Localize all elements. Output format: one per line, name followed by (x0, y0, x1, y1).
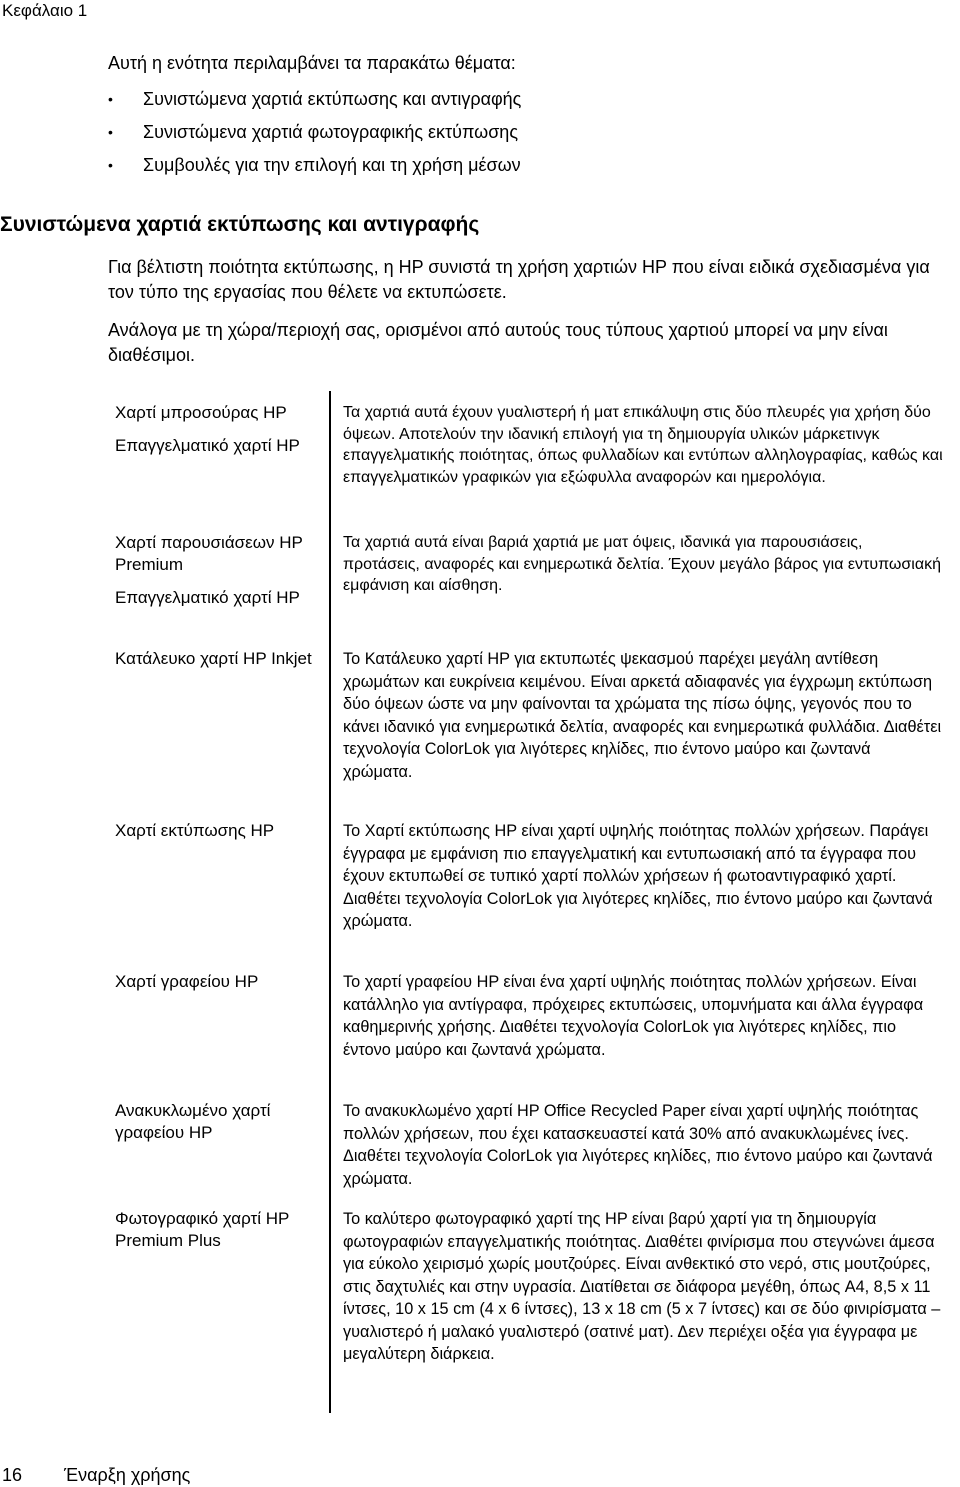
paper-description: Το Χαρτί εκτύπωσης HP είναι χαρτί υψηλής ποιότητας πολλών χρήσεων. Παράγει έγγραφα με εμφάνιση πιο επαγγελματική και εντυπωσιακή από τα έγγραφα που έχουν εκτυπωθεί σε τυπικό χαρτί πολλών χρήσεων ή φωτοαντιγραφικό χαρτί. Διαθέτει τεχνολογία ColorLok για λιγότερες κηλίδες, πιο έντονο μαύρο και ζωντανά χρώματα. (343, 822, 933, 930)
page-footer (2, 1464, 190, 1486)
paper-name-cell (115, 402, 325, 468)
paper-table (108, 391, 960, 1413)
footer-section: Έναρξη χρήσης (64, 1465, 191, 1485)
bullet-icon: • (108, 91, 113, 107)
table-divider (329, 391, 331, 1413)
paper-name: Επαγγελματικό χαρτί HP (115, 588, 300, 607)
paper-name: Κατάλευκο χαρτί HP Inkjet (115, 649, 312, 668)
bullet-icon: • (108, 124, 113, 140)
paper-description: Το Κατάλευκο χαρτί HP για εκτυπωτές ψεκασμού παρέχει μεγάλη αντίθεση χρωμάτων και ευκρίνεια κειμένου. Είναι αρκετά αδιαφανές για έγχρωμη εκτύπωση δύο όψεων ώστε να μην φαίνονται τα χρώματα της πίσω όψης, γεγονός που το κάνει ιδανικό για ενημερωτικά δελτία, αναφορές και ενημερωτικά φυλλάδια. Διαθέτει τεχνολογία ColorLok για λιγότερες κηλίδες, πιο έντονο μαύρο και ζωντανά χρώματα. (343, 650, 942, 781)
topic-link[interactable] (108, 154, 521, 187)
topic-list (108, 88, 521, 187)
paper-description: Το χαρτί γραφείου HP είναι ένα χαρτί υψηλής ποιότητας πολλών χρήσεων. Είναι κατάλληλο για αντίγραφα, πρόχειρες εκτυπώσεις, υπομνήματα και άλλα έγγραφα καθημερινής χρήσης. Διαθέτει τεχνολογία ColorLok για λιγότερες κηλίδες, πιο έντονο μαύρο και ζωντανά χρώματα. (343, 973, 924, 1059)
paper-description: Τα χαρτιά αυτά είναι βαριά χαρτιά με ματ όψεις, ιδανικά για παρουσιάσεις, προτάσεις, αναφορές και ενημερωτικά δελτία. Έχουν μεγάλο βάρος για εντυπωσιακή εμφάνιση και αίσθηση. (343, 534, 941, 594)
paper-name-cell (115, 532, 325, 620)
paper-name: Φωτογραφικό χαρτί HP Premium Plus (115, 1209, 290, 1250)
page-number: 16 (2, 1465, 23, 1485)
topic-link-label: Συνιστώμενα χαρτιά φωτογραφικής εκτύπωσης (143, 122, 518, 142)
topic-link[interactable] (108, 121, 521, 154)
paper-name-cell (115, 971, 325, 1004)
paper-name: Χαρτί παρουσιάσεων HP Premium (115, 533, 303, 574)
paper-description: Το καλύτερο φωτογραφικό χαρτί της HP είναι βαρύ χαρτί για τη δημιουργία φωτογραφιών επαγγελματικής ποιότητας. Διαθέτει φινίρισμα που στεγνώνει άμεσα για εύκολο χειρισμό χωρίς μουτζούρες. Είναι ανθεκτικό στο νερό, στις μουτζούρες, στις δαχτυλιές και στην υγρασία. Διατίθεται σε διάφορα μεγέθη, όπως A4, 8,5 x 11 ίντσες, 10 x 15 cm (4 x 6 ίντσες), 13 x 18 cm (5 x 7 ίντσες) και σε δύο φινιρίσματα – γυαλιστερό ή μαλακό γυαλιστερό (σατινέ ματ). Δεν περιέχει οξέα για έγγραφα με μεγαλύτερη διάρκεια. (343, 1210, 941, 1363)
paper-description: Το ανακυκλωμένο χαρτί HP Office Recycled Paper είναι χαρτί υψηλής ποιότητας πολλών χρήσεων, που έχει κατασκευαστεί κατά 30% από ανακυκλωμένες ίνες. Διαθέτει τεχνολογία ColorLok για λιγότερες κηλίδες, πιο έντονο μαύρο και ζωντανά χρώματα. (343, 1102, 933, 1188)
paper-name: Ανακυκλωμένο χαρτί γραφείου HP (115, 1101, 271, 1142)
paper-name-cell (115, 1208, 325, 1263)
paper-name: Χαρτί εκτύπωσης HP (115, 821, 275, 840)
topic-link-label: Συνιστώμενα χαρτιά εκτύπωσης και αντιγραφής (143, 89, 522, 109)
body-paragraph: Για βέλτιστη ποιότητα εκτύπωσης, η HP συνιστά τη χρήση χαρτιών HP που είναι ειδικά σχεδιασμένα για τον τύπο της εργασίας που θέλετε να εκτυπώσετε. (108, 257, 930, 302)
section-title: Συνιστώμενα χαρτιά εκτύπωσης και αντιγραφής (0, 213, 480, 236)
paper-name-cell (115, 648, 325, 681)
paper-name: Χαρτί μπροσούρας HP (115, 403, 287, 422)
paper-name: Επαγγελματικό χαρτί HP (115, 436, 300, 455)
paper-name-cell (115, 1100, 325, 1155)
topic-link[interactable] (108, 88, 521, 121)
paper-description: Τα χαρτιά αυτά έχουν γυαλιστερή ή ματ επικάλυψη στις δύο πλευρές για χρήση δύο όψεων. Αποτελούν την ιδανική επιλογή για τη δημιουργία υλικών μάρκετινγκ επαγγελματικής ποιότητας, όπως φυλλαδίων και εντύπων αλληλογραφίας, καθώς και επαγγελματικών γραφικών για εξώφυλλα αναφορών και ημερολόγια. (343, 404, 943, 486)
body-paragraph: Ανάλογα με τη χώρα/περιοχή σας, ορισμένοι από αυτούς τους τύπους χαρτιού μπορεί να μην είναι διαθέσιμοι. (108, 320, 888, 365)
intro-text: Αυτή η ενότητα περιλαμβάνει τα παρακάτω θέματα: (108, 53, 516, 73)
paper-name: Χαρτί γραφείου HP (115, 972, 259, 991)
topic-link-label: Συμβουλές για την επιλογή και τη χρήση μέσων (143, 155, 521, 175)
chapter-header: Κεφάλαιο 1 (2, 1, 88, 20)
bullet-icon: • (108, 157, 113, 173)
paper-name-cell (115, 820, 325, 853)
